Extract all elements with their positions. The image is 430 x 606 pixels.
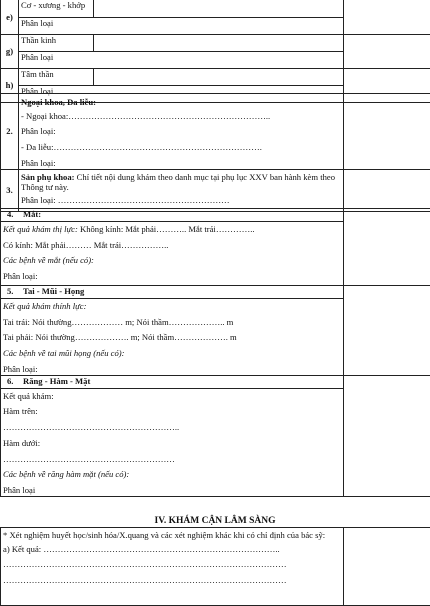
section-iv-title: IV. KHÁM CẬN LÂM SÀNG [154,516,276,526]
row-h-number: h) [1,69,19,103]
row-h-name: Tâm thần [19,69,94,86]
lab-dots-2: ……………………………………………………………………………………… [3,575,287,586]
section-3-number: 3. [1,169,19,211]
lower-jaw-dots: …………………………………………………… [3,453,175,464]
upper-jaw-label: Hàm trên: [3,406,38,417]
surgery-line: - Ngoại khoa:…………………………………………………………….. [21,110,271,121]
row-g-number: g) [1,35,19,69]
lower-jaw-label: Hàm dưới: [3,437,41,448]
dermatology-classify: Phân loại: [21,157,56,168]
section-2-title: Ngoại khoa, Da liễu: [21,97,96,107]
dental-result-label: Kết quả khám: [3,390,54,401]
section-4-number: 4. [7,209,14,219]
vision-no-glasses: Không kính: Mắt phải……….. Mắt trái………….. [77,224,255,234]
row-e-name: Cơ - xương - khớp [19,0,94,18]
section-5-number: 5. [7,286,14,296]
dermatology-line: - Da liễu:………………………………………………………………. [21,142,262,153]
section-3-title: Sản phụ khoa: [21,171,75,182]
eye-diseases-label: Các bệnh về mắt (nếu có): [3,255,94,266]
lab-result-line: a) Kết quả: ……………………………………………………………………….. [3,543,280,554]
sections-2-3-table [0,93,430,212]
section-6-number: 6. [7,375,14,386]
section-3-classify: Phân loại: …………………………………………………… [21,195,230,206]
section-6-title: Răng - Hàm - Mặt [23,375,91,386]
specialties-table [0,0,430,103]
vision-with-glasses: Có kính: Mắt phải……… Mắt trái…………….. [3,239,169,250]
section-4-title: Mắt: [23,209,42,219]
eye-classify: Phân loại: [3,271,38,282]
section-2-number: 2. [1,94,19,170]
ent-classify: Phân loại: [3,363,38,374]
hearing-result-label: Kết quả khám thính lực: [3,301,87,311]
section-5-title: Tai - Mũi - Họng [23,286,85,296]
dental-diseases-label: Các bệnh về răng hàm mặt (nếu có): [3,469,130,480]
row-g-classify: Phân loại [19,52,344,69]
lab-tests-table [0,527,430,606]
lab-dots-1: ……………………………………………………………………………………… [3,559,287,570]
dental-classify: Phân loại [3,485,36,496]
upper-jaw-dots: …………………………………………………….. [3,422,180,433]
vision-result-label: Kết quả khám thị lực: [3,224,78,234]
surgery-classify: Phân loại: [21,126,56,137]
lab-tests-intro: * Xét nghiệm huyết học/sinh hóa/X.quang và các xét nghiệm khác khi có chỉ định của bác sỹ: [3,530,326,540]
row-g-name: Thần kinh [19,35,94,52]
section-3-desc: Chỉ tiết nội dung khám theo danh mục tại phụ lục XXV ban hành kèm theo Thông tư này. [21,171,335,193]
row-e-number: e) [1,0,19,35]
hearing-right: Tai phải: Nói thường………………. m; Nói thầm………………. m [3,332,237,343]
row-e-classify: Phân loại [19,18,344,35]
row-h-classify: Phân loại [19,86,344,103]
sections-4-6-table [0,208,430,497]
hearing-left: Tai trái: Nói thường……………… m; Nói thầm……………….. m [3,316,234,327]
ent-diseases-label: Các bệnh về tai mũi họng (nếu có): [3,348,125,359]
